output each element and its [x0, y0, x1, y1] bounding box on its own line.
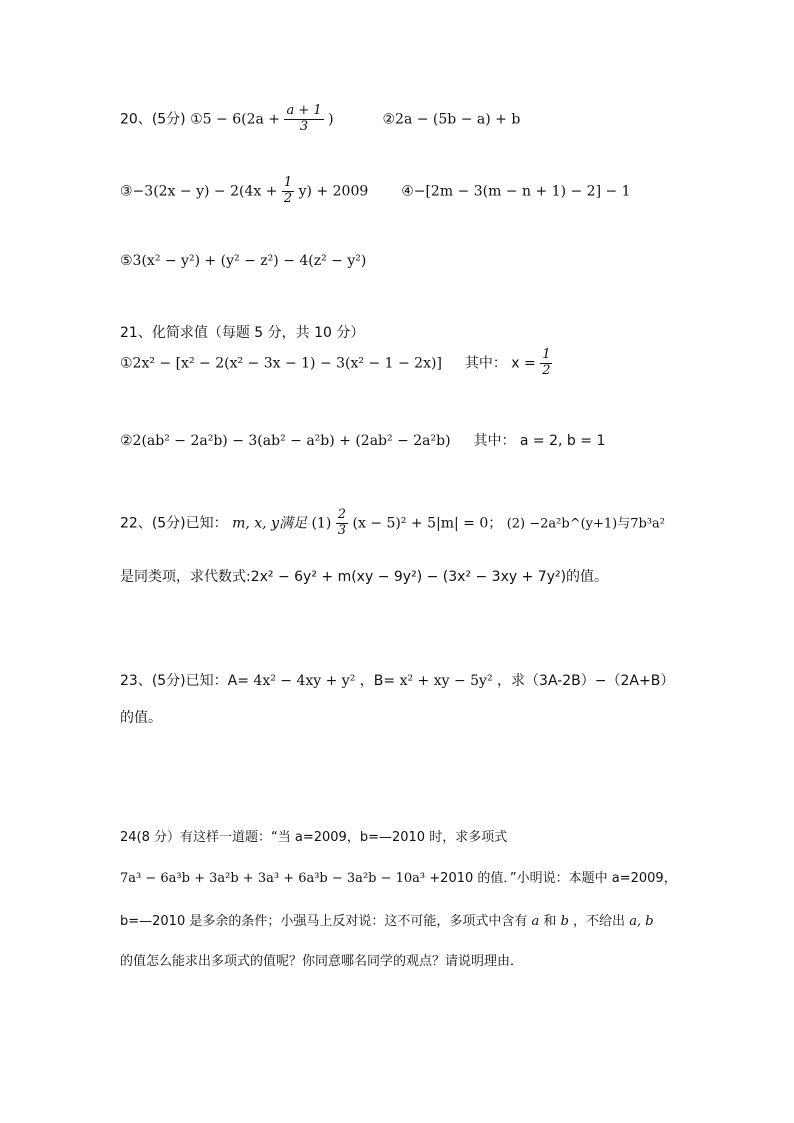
q20-part3-denominator: 2 [283, 190, 293, 206]
q23-label: 23、(5分)已知：A= [120, 673, 249, 689]
q21-part2-expr: ②2(ab² − 2a²b) − 3(ab² − a²b) + (2ab² − 2a²b) [120, 433, 451, 449]
q22-fraction-denominator: 3 [337, 522, 347, 538]
q24-line3 [120, 910, 654, 929]
q20-part1-post: ) [328, 111, 334, 128]
q20-line1 [120, 104, 520, 135]
q24-polynomial: 7a³ − 6a³b + 3a²b + 3a³ + 6a³b − 3a²b − 10a³ [120, 871, 426, 886]
q20-part3-numerator: 1 [283, 175, 293, 190]
q22-line2: 是同类项，求代数式:2x² − 6y² + m(xy − 9y²) − (3x² − 3xy + 7y²)的值。 [120, 569, 609, 585]
q20-part5: ⑤3(x² − y²) + (y² − z²) − 4(z² − y²) [120, 253, 367, 269]
q24-vars-ab: a, b [629, 914, 654, 929]
q22-line1 [120, 508, 665, 539]
q20-part1-fraction [284, 104, 323, 135]
q20-part3-pre: ③−3(2x − y) − 2(4x + [120, 183, 278, 200]
q22-condition1: (x − 5)² + 5|m| = 0； [352, 515, 503, 532]
q21-title: 21、化简求值（每题 5 分，共 10 分） [120, 325, 365, 341]
q20-part1-pre: ①5 − 6(2a + [190, 111, 281, 128]
q24-line4: 的值怎么能求出多项式的值呢？你同意哪名同学的观点？请说明理由． [120, 954, 524, 969]
q20-part3-post: y) + 2009 [298, 183, 369, 200]
q22-condition2: (2) −2a²b^(y+1)与7b³a² [506, 516, 666, 532]
q20-part4: ④−[2m − 3(m − n + 1) − 2] − 1 [401, 183, 631, 200]
q21-part1-numerator: 1 [542, 347, 551, 362]
q21-part1-denominator: 2 [542, 362, 551, 378]
q24-line2 [120, 867, 677, 886]
q21-line2 [120, 430, 605, 450]
q22-label: 22、(5分)已知： [120, 515, 228, 532]
q24-var-b: b [560, 914, 569, 929]
q21-part2-condition: 其中： a = 2, b = 1 [473, 433, 606, 449]
q24-line2-post: +2010 的值．”小明说：本题中 a=2009， [429, 871, 677, 886]
q24-line3-pre: b=—2010 是多余的条件；小强马上反对说：这不可能，多项式中含有 [120, 914, 528, 929]
q23-line1 [120, 670, 674, 690]
q20-line2 [120, 176, 631, 207]
q23-line2: 的值。 [120, 710, 162, 726]
q23-mid: ，B= [359, 673, 396, 689]
q22-fraction-numerator: 2 [337, 507, 347, 522]
q23-post: ，求（3A-2B）−（2A+B） [497, 673, 675, 689]
q20-part3-fraction [282, 176, 294, 207]
q23-expr-a: 4x² − 4xy + y² [253, 673, 356, 689]
q21-part1-condition: 其中： x = [464, 355, 536, 372]
q20-label: 20、(5分) [120, 111, 186, 128]
q22-fraction [336, 508, 348, 539]
q21-line1 [120, 348, 552, 379]
q24-var-a: a [531, 914, 540, 929]
q20-part1-denominator: 3 [299, 118, 309, 134]
q20-part1-numerator: a + 1 [286, 103, 322, 118]
q21-part1-fraction [540, 348, 552, 379]
q21-part1-expr: ①2x² − [x² − 2(x² − 3x − 1) − 3(x² − 1 − 2x)] [120, 355, 442, 372]
q24-line3-post: ，不给出 [573, 914, 626, 929]
q22-variables: m, x, y满足 [232, 515, 307, 532]
q23-expr-b: x² + xy − 5y² [399, 673, 493, 689]
q24-line1: 24(8 分）有这样一道题：“当 a=2009，b=—2010 时，求多项式 [120, 830, 508, 845]
q22-condition1-label: (1) [311, 515, 332, 532]
q24-and: 和 [543, 914, 557, 929]
q20-part2: ②2a − (5b − a) + b [382, 111, 521, 128]
